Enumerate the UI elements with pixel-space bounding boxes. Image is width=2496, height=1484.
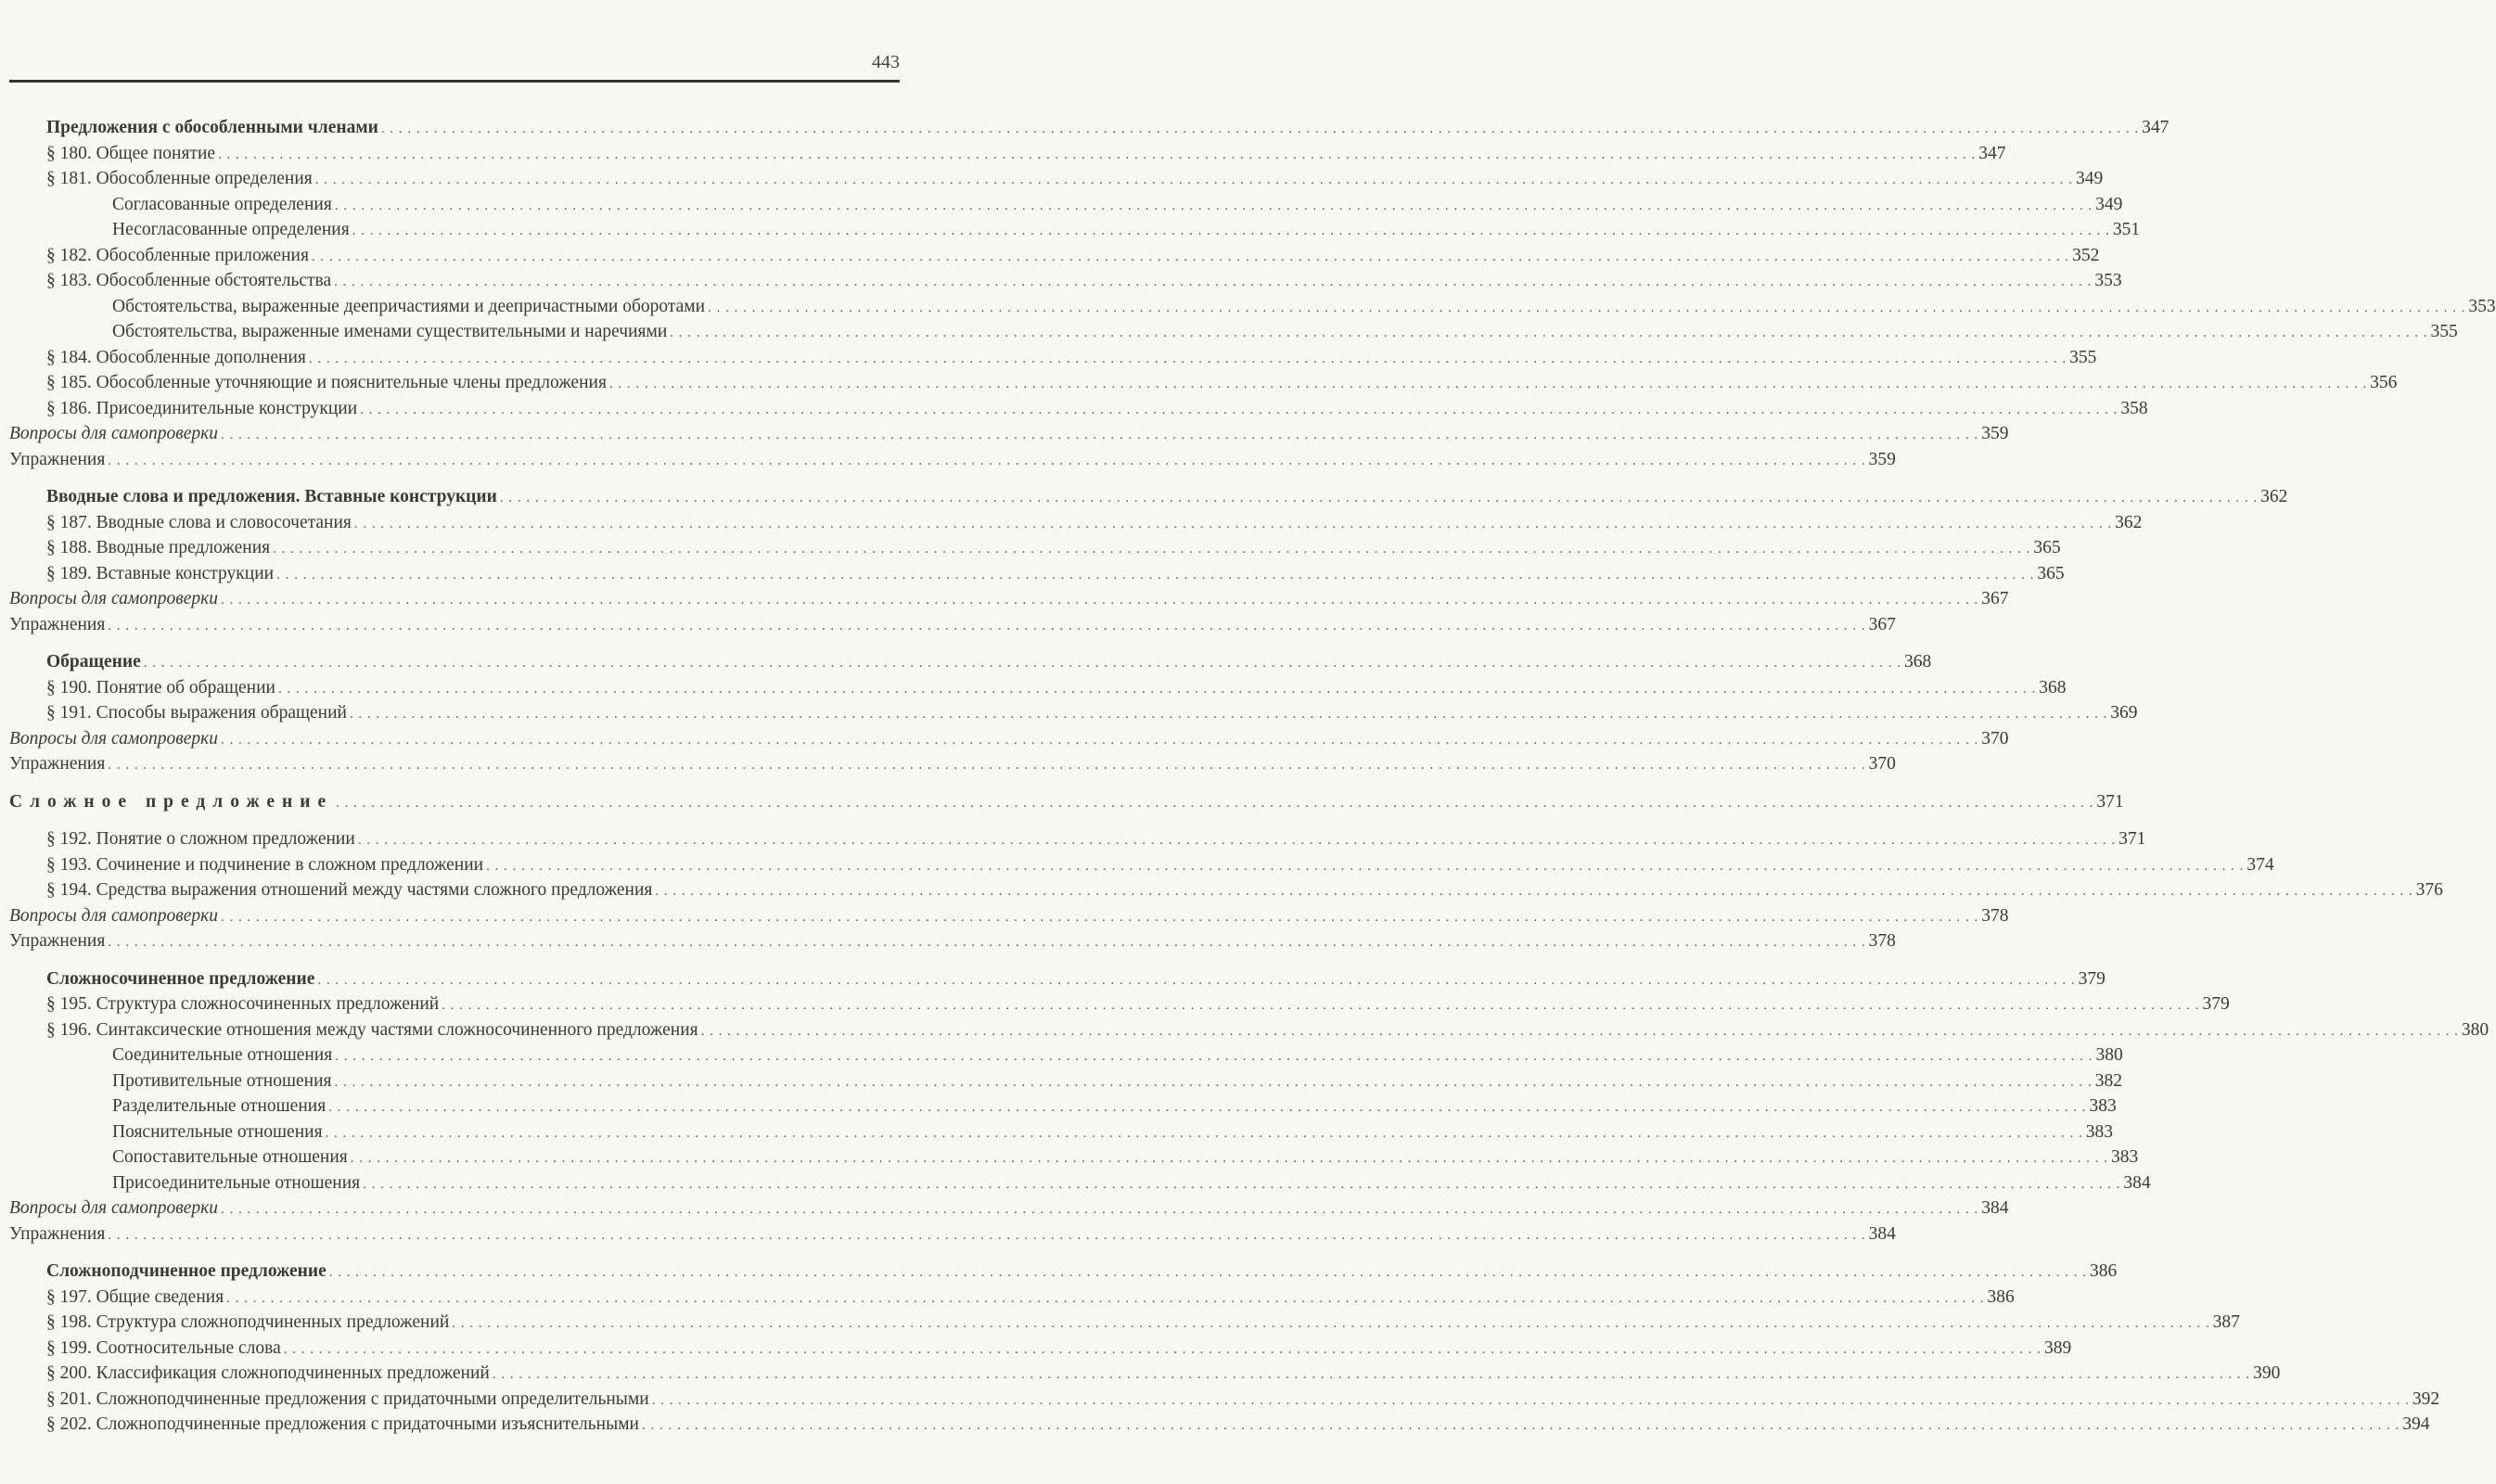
- header-rule: [9, 80, 900, 83]
- toc-entry[interactable]: [9, 421, 2009, 447]
- toc-entry-page: 368: [1904, 652, 1932, 672]
- toc-entry[interactable]: [9, 1068, 2123, 1094]
- toc-entry-title: Присоединительные отношения: [112, 1172, 361, 1193]
- toc-entry[interactable]: [9, 115, 2170, 141]
- dot-leader: . . . . . . . . . . . . . . . . . . . . . . . . . . . . . . . . . . . . . . . . . . . . . . . . . . . . . . . . . . . . . . . . . . . . . . . . . . . . . . . . . . . . . . . . . . . . . . . . . . . . . . . . . . . . . . . . . . . . . . . . . . . . . . . . . . . . . . . . . . . . . . . . . . . . . . . . . . . . . . . . . . . . . . . . . . . . . . . . . . . . . . . . . . . . . . . . . . . . . . . .: [226, 1290, 1985, 1306]
- toc-entry[interactable]: [9, 1361, 2281, 1387]
- toc-entry[interactable]: [9, 192, 2123, 218]
- toc-entry[interactable]: [9, 1310, 2240, 1336]
- toc-entry-title: Сопоставительные отношения: [112, 1147, 348, 1167]
- toc-entry-page: 376: [2415, 880, 2443, 900]
- toc-entry[interactable]: [9, 612, 1896, 638]
- dot-leader: . . . . . . . . . . . . . . . . . . . . . . . . . . . . . . . . . . . . . . . . . . . . . . . . . . . . . . . . . . . . . . . . . . . . . . . . . . . . . . . . . . . . . . . . . . . . . . . . . . . . . . . . . . . . . . . . . . . . . . . . . . . . . . . . . . . . . . . . . . . . . . . . . . . . . . . . . . . . . . . . . . . . . . . . . . . . . . . . . . . . . . . . . . . . . . . . . . . . . . . .: [308, 351, 2067, 366]
- toc-entry-page: 353: [2468, 296, 2496, 316]
- dot-leader: . . . . . . . . . . . . . . . . . . . . . . . . . . . . . . . . . . . . . . . . . . . . . . . . . . . . . . . . . . . . . . . . . . . . . . . . . . . . . . . . . . . . . . . . . . . . . . . . . . . . . . . . . . . . . . . . . . . . . . . . . . . . . . . . . . . . . . . . . . . . . . . . . . . . . . . . . . . . . . . . . . . . . . . . . . . . . . . . . . . . . . . . . . . . . . . . . . . . . . . .: [700, 1023, 2459, 1039]
- dot-leader: . . . . . . . . . . . . . . . . . . . . . . . . . . . . . . . . . . . . . . . . . . . . . . . . . . . . . . . . . . . . . . . . . . . . . . . . . . . . . . . . . . . . . . . . . . . . . . . . . . . . . . . . . . . . . . . . . . . . . . . . . . . . . . . . . . . . . . . . . . . . . . . . . . . . . . . . . . . . . . . . . . . . . . . . . . . . . . . . . . . . . . . . . . . . . . . . . . . . . . . .: [360, 402, 2118, 417]
- toc-entry-title: § 191. Способы выражения обращений: [46, 703, 347, 723]
- toc-entry-page: 369: [2110, 703, 2138, 723]
- toc-entry-title: § 194. Средства выражения отношений между частями сложного предложения: [46, 880, 653, 900]
- toc-entry-title: Вопросы для самопроверки: [9, 424, 219, 443]
- toc-entry-page: 382: [2094, 1070, 2123, 1091]
- toc-entry[interactable]: [9, 141, 2006, 167]
- dot-leader: . . . . . . . . . . . . . . . . . . . . . . . . . . . . . . . . . . . . . . . . . . . . . . . . . . . . . . . . . . . . . . . . . . . . . . . . . . . . . . . . . . . . . . . . . . . . . . . . . . . . . . . . . . . . . . . . . . . . . . . . . . . . . . . . . . . . . . . . . . . . . . . . . . . . . . . . . . . . . . . . . . . . . . . . . . . . . . . . . . . . . . . . . . . . . . . . . . . . . . . .: [221, 1202, 1979, 1217]
- toc-entry-title: Пояснительные отношения: [112, 1121, 323, 1142]
- dot-leader: . . . . . . . . . . . . . . . . . . . . . . . . . . . . . . . . . . . . . . . . . . . . . . . . . . . . . . . . . . . . . . . . . . . . . . . . . . . . . . . . . . . . . . . . . . . . . . . . . . . . . . . . . . . . . . . . . . . . . . . . . . . . . . . . . . . . . . . . . . . . . . . . . . . . . . . . . . . . . . . . . . . . . . . . . . . . . . . . . . . . . . . . . . . . . . . . . . . . . . . .: [108, 618, 1866, 633]
- toc-entry-title: Вопросы для самопроверки: [9, 1198, 219, 1218]
- toc-entry[interactable]: [9, 1043, 2123, 1068]
- dot-leader: . . . . . . . . . . . . . . . . . . . . . . . . . . . . . . . . . . . . . . . . . . . . . . . . . . . . . . . . . . . . . . . . . . . . . . . . . . . . . . . . . . . . . . . . . . . . . . . . . . . . . . . . . . . . . . . . . . . . . . . . . . . . . . . . . . . . . . . . . . . . . . . . . . . . . . . . . . . . . . . . . . . . . . . . . . . . . . . . . . . . . . . . . . . . . . . . . . . . . . . .: [108, 935, 1866, 950]
- toc-entry[interactable]: [9, 649, 1932, 675]
- toc-entry-page: 374: [2246, 854, 2274, 875]
- toc-entry-title: § 197. Общие сведения: [46, 1286, 224, 1307]
- toc-entry-page: 390: [2253, 1363, 2281, 1383]
- toc-entry-title: Упражнения: [9, 931, 106, 951]
- dot-leader: . . . . . . . . . . . . . . . . . . . . . . . . . . . . . . . . . . . . . . . . . . . . . . . . . . . . . . . . . . . . . . . . . . . . . . . . . . . . . . . . . . . . . . . . . . . . . . . . . . . . . . . . . . . . . . . . . . . . . . . . . . . . . . . . . . . . . . . . . . . . . . . . . . . . . . . . . . . . . . . . . . . . . . . . . . . . . . . . . . . . . . . . . . . . . . . . . . . . . . . .: [363, 1176, 2121, 1192]
- toc-entry-page: 368: [2039, 677, 2067, 697]
- toc-entry[interactable]: [9, 966, 2106, 992]
- toc-entry[interactable]: [9, 1145, 2139, 1171]
- toc-entry[interactable]: [9, 928, 1896, 954]
- toc-entry-title: § 183. Обособленные обстоятельства: [46, 271, 332, 290]
- toc-entry[interactable]: [9, 484, 2288, 510]
- toc-entry-page: 383: [2085, 1121, 2114, 1142]
- toc-entry-title: Соединительные отношения: [112, 1045, 333, 1065]
- toc-entry-page: 386: [2090, 1261, 2118, 1281]
- toc-entry[interactable]: [9, 217, 2141, 243]
- toc-entry[interactable]: [9, 1259, 2118, 1285]
- dot-leader: . . . . . . . . . . . . . . . . . . . . . . . . . . . . . . . . . . . . . . . . . . . . . . . . . . . . . . . . . . . . . . . . . . . . . . . . . . . . . . . . . . . . . . . . . . . . . . . . . . . . . . . . . . . . . . . . . . . . . . . . . . . . . . . . . . . . . . . . . . . . . . . . . . . . . . . . . . . . . . . . . . . . . . . . . . . . . . . . . . . . . . . . . . . . . . . . . . . . . . . .: [334, 275, 2093, 289]
- toc-entry[interactable]: [9, 166, 2104, 192]
- dot-leader: . . . . . . . . . . . . . . . . . . . . . . . . . . . . . . . . . . . . . . . . . . . . . . . . . . . . . . . . . . . . . . . . . . . . . . . . . . . . . . . . . . . . . . . . . . . . . . . . . . . . . . . . . . . . . . . . . . . . . . . . . . . . . . . . . . . . . . . . . . . . . . . . . . . . . . . . . . . . . . . . . . . . . . . . . . . . . . . . . . . . . . . . . . . . . . . . . . . . . . . .: [143, 656, 1902, 671]
- dot-leader: . . . . . . . . . . . . . . . . . . . . . . . . . . . . . . . . . . . . . . . . . . . . . . . . . . . . . . . . . . . . . . . . . . . . . . . . . . . . . . . . . . . . . . . . . . . . . . . . . . . . . . . . . . . . . . . . . . . . . . . . . . . . . . . . . . . . . . . . . . . . . . . . . . . . . . . . . . . . . . . . . . . . . . . . . . . . . . . . . . . . . . . . . . . . . . . . . . . . . . . .: [277, 681, 2037, 697]
- toc-entry[interactable]: [9, 675, 2067, 701]
- page-number: 443: [872, 52, 900, 72]
- toc-entry-title: § 186. Присоединительные конструкции: [46, 398, 358, 418]
- dot-leader: . . . . . . . . . . . . . . . . . . . . . . . . . . . . . . . . . . . . . . . . . . . . . . . . . . . . . . . . . . . . . . . . . . . . . . . . . . . . . . . . . . . . . . . . . . . . . . . . . . . . . . . . . . . . . . . . . . . . . . . . . . . . . . . . . . . . . . . . . . . . . . . . . . . . . . . . . . . . . . . . . . . . . . . . . . . . . . . . . . . . . . . . . . . . . . . . . . . . . . . .: [221, 593, 1979, 608]
- toc-entry-title: § 181. Обособленные определения: [46, 169, 313, 188]
- toc-entry-page: 352: [2072, 245, 2100, 265]
- toc-entry[interactable]: [9, 1196, 2009, 1222]
- dot-leader: . . . . . . . . . . . . . . . . . . . . . . . . . . . . . . . . . . . . . . . . . . . . . . . . . . . . . . . . . . . . . . . . . . . . . . . . . . . . . . . . . . . . . . . . . . . . . . . . . . . . . . . . . . . . . . . . . . . . . . . . . . . . . . . . . . . . . . . . . . . . . . . . . . . . . . . . . . . . . . . . . . . . . . . . . . . . . . . . . . . . . . . . . . . . . . . . . . . . . . . .: [328, 1265, 2088, 1280]
- dot-leader: . . . . . . . . . . . . . . . . . . . . . . . . . . . . . . . . . . . . . . . . . . . . . . . . . . . . . . . . . . . . . . . . . . . . . . . . . . . . . . . . . . . . . . . . . . . . . . . . . . . . . . . . . . . . . . . . . . . . . . . . . . . . . . . . . . . . . . . . . . . . . . . . . . . . . . . . . . . . . . . . . . . . . . . . . . . . . . . . . . . . . . . . . . . . . . . . . . . . . . . .: [273, 542, 2031, 556]
- toc-entry-title: Противительные отношения: [112, 1070, 332, 1091]
- dot-leader: . . . . . . . . . . . . . . . . . . . . . . . . . . . . . . . . . . . . . . . . . . . . . . . . . . . . . . . . . . . . . . . . . . . . . . . . . . . . . . . . . . . . . . . . . . . . . . . . . . . . . . . . . . . . . . . . . . . . . . . . . . . . . . . . . . . . . . . . . . . . . . . . . . . . . . . . . . . . . . . . . . . . . . . . . . . . . . . . . . . . . . . . . . . . . . . . . . . . . . . .: [276, 567, 2035, 582]
- dot-leader: . . . . . . . . . . . . . . . . . . . . . . . . . . . . . . . . . . . . . . . . . . . . . . . . . . . . . . . . . . . . . . . . . . . . . . . . . . . . . . . . . . . . . . . . . . . . . . . . . . . . . . . . . . . . . . . . . . . . . . . . . . . . . . . . . . . . . . . . . . . . . . . . . . . . . . . . . . . . . . . . . . . . . . . . . . . . . . . . . . . . . . . . . . . . . . . . . . . . . . . .: [352, 224, 2110, 238]
- toc-entry-page: 371: [2118, 829, 2146, 849]
- toc-entry-page: 347: [2142, 118, 2170, 137]
- toc-entry-title: § 190. Понятие об обращении: [46, 677, 275, 697]
- toc-entry-title: § 200. Классификация сложноподчиненных предложений: [46, 1363, 490, 1383]
- toc-entry[interactable]: [9, 903, 2009, 929]
- dot-leader: . . . . . . . . . . . . . . . . . . . . . . . . . . . . . . . . . . . . . . . . . . . . . . . . . . . . . . . . . . . . . . . . . . . . . . . . . . . . . . . . . . . . . . . . . . . . . . . . . . . . . . . . . . . . . . . . . . . . . . . . . . . . . . . . . . . . . . . . . . . . . . . . . . . . . . . . . . . . . . . . . . . . . . . . . . . . . . . . . . . . . . . . . . . . . . . . . . . . . . . .: [221, 428, 1979, 442]
- toc-entry-title: § 185. Обособленные уточняющие и пояснительные члены предложения: [46, 373, 607, 392]
- toc-entry[interactable]: [9, 586, 2009, 612]
- toc-entry-page: 362: [2260, 487, 2288, 506]
- toc-entry[interactable]: [9, 1171, 2151, 1196]
- toc-entry[interactable]: [9, 991, 2230, 1017]
- toc-entry-title: § 184. Обособленные дополнения: [46, 347, 306, 367]
- dot-leader: . . . . . . . . . . . . . . . . . . . . . . . . . . . . . . . . . . . . . . . . . . . . . . . . . . . . . . . . . . . . . . . . . . . . . . . . . . . . . . . . . . . . . . . . . . . . . . . . . . . . . . . . . . . . . . . . . . . . . . . . . . . . . . . . . . . . . . . . . . . . . . . . . . . . . . . . . . . . . . . . . . . . . . . . . . . . . . . . . . . . . . . . . . . . . . . . . . . . . . . .: [486, 858, 2245, 874]
- toc-entry[interactable]: [9, 268, 2122, 294]
- toc-entry-page: 365: [2033, 538, 2061, 557]
- dot-leader: . . . . . . . . . . . . . . . . . . . . . . . . . . . . . . . . . . . . . . . . . . . . . . . . . . . . . . . . . . . . . . . . . . . . . . . . . . . . . . . . . . . . . . . . . . . . . . . . . . . . . . . . . . . . . . . . . . . . . . . . . . . . . . . . . . . . . . . . . . . . . . . . . . . . . . . . . . . . . . . . . . . . . . . . . . . . . . . . . . . . . . . . . . . . . . . . . . . . . . . .: [314, 173, 2073, 187]
- toc-entry-page: 371: [2096, 791, 2124, 812]
- toc-entry-page: 389: [2044, 1337, 2072, 1358]
- toc-entry-page: 387: [2212, 1312, 2240, 1332]
- toc-entry-page: 355: [2069, 347, 2097, 367]
- toc-entry-title: § 192. Понятие о сложном предложении: [46, 829, 355, 849]
- toc-entry[interactable]: [9, 370, 2398, 396]
- toc-entry-title: Обстоятельства, выраженные деепричастиями и деепричастными оборотами: [112, 296, 706, 316]
- toc-entry-page: 386: [1987, 1286, 2015, 1307]
- toc-entry-title: Предложения с обособленными членами: [46, 118, 378, 137]
- toc-entry-title: Упражнения: [9, 449, 106, 469]
- toc-entry-page: 370: [1868, 754, 1896, 774]
- dot-leader: . . . . . . . . . . . . . . . . . . . . . . . . . . . . . . . . . . . . . . . . . . . . . . . . . . . . . . . . . . . . . . . . . . . . . . . . . . . . . . . . . . . . . . . . . . . . . . . . . . . . . . . . . . . . . . . . . . . . . . . . . . . . . . . . . . . . . . . . . . . . . . . . . . . . . . . . . . . . . . . . . . . . . . . . . . . . . . . . . . . . . . . . . . . . . . . . . . . . . . . .: [325, 1125, 2083, 1141]
- dot-leader: . . . . . . . . . . . . . . . . . . . . . . . . . . . . . . . . . . . . . . . . . . . . . . . . . . . . . . . . . . . . . . . . . . . . . . . . . . . . . . . . . . . . . . . . . . . . . . . . . . . . . . . . . . . . . . . . . . . . . . . . . . . . . . . . . . . . . . . . . . . . . . . . . . . . . . . . . . . . . . . . . . . . . . . . . . . . . . . . . . . . . . . . . . . . . . . . . . . . . . . .: [452, 1316, 2210, 1331]
- dot-leader: . . . . . . . . . . . . . . . . . . . . . . . . . . . . . . . . . . . . . . . . . . . . . . . . . . . . . . . . . . . . . . . . . . . . . . . . . . . . . . . . . . . . . . . . . . . . . . . . . . . . . . . . . . . . . . . . . . . . . . . . . . . . . . . . . . . . . . . . . . . . . . . . . . . . . . . . . . . . . . . . . . . . . . . . . . . . . . . . . . . . . . . . . . . . . . . . . . . . . . . .: [442, 998, 2200, 1013]
- toc-entry[interactable]: [9, 1119, 2114, 1145]
- toc-entry-title: § 180. Общее понятие: [46, 143, 216, 163]
- dot-leader: . . . . . . . . . . . . . . . . . . . . . . . . . . . . . . . . . . . . . . . . . . . . . . . . . . . . . . . . . . . . . . . . . . . . . . . . . . . . . . . . . . . . . . . . . . . . . . . . . . . . . . . . . . . . . . . . . . . . . . . . . . . . . . . . . . . . . . . . . . . . . . . . . . . . . . . . . . . . . . . . . . . . . . . . . . . . . . . . . . . . . . . . . . . . . . . . . . . . . . . .: [108, 453, 1866, 468]
- toc-entry-page: 384: [1981, 1198, 2009, 1218]
- toc-entry[interactable]: [9, 535, 2061, 561]
- toc-entry-page: 351: [2112, 220, 2141, 239]
- toc-entry-page: 379: [2078, 968, 2106, 989]
- toc-entry-title: § 182. Обособленные приложения: [46, 245, 309, 265]
- dot-leader: . . . . . . . . . . . . . . . . . . . . . . . . . . . . . . . . . . . . . . . . . . . . . . . . . . . . . . . . . . . . . . . . . . . . . . . . . . . . . . . . . . . . . . . . . . . . . . . . . . . . . . . . . . . . . . . . . . . . . . . . . . . . . . . . . . . . . . . . . . . . . . . . . . . . . . . . . . . . . . . . . . . . . . . . . . . . . . . . . . . . . . . . . . . . . . . . . . . . . . . .: [641, 1418, 2400, 1433]
- toc-entry-page: 347: [1978, 143, 2006, 163]
- toc-entry-title: § 202. Сложноподчиненные предложения с придаточными изъяснительными: [46, 1414, 639, 1434]
- toc-entry-page: 362: [2115, 512, 2143, 532]
- toc-entry-title: § 195. Структура сложносочиненных предложений: [46, 994, 440, 1014]
- toc-entry-title: § 201. Сложноподчиненные предложения с придаточными определительными: [46, 1388, 649, 1409]
- toc-entry-page: 349: [2095, 194, 2123, 214]
- toc-entry[interactable]: [9, 1285, 2015, 1311]
- toc-entry-page: 367: [1981, 589, 2009, 608]
- toc-entry-page: 356: [2370, 373, 2398, 392]
- dot-leader: . . . . . . . . . . . . . . . . . . . . . . . . . . . . . . . . . . . . . . . . . . . . . . . . . . . . . . . . . . . . . . . . . . . . . . . . . . . . . . . . . . . . . . . . . . . . . . . . . . . . . . . . . . . . . . . . . . . . . . . . . . . . . . . . . . . . . . . . . . . . . . . . . . . . . . . . . . . . . . . . . . . . . . . . . . . . . . . . . . . . . . . . . . . . . . . . . . . . . . . .: [283, 1341, 2042, 1357]
- toc-entry-title: Разделительные отношения: [112, 1096, 326, 1116]
- toc-entry[interactable]: [9, 396, 2148, 422]
- toc-entry-title: Упражнения: [9, 614, 106, 634]
- toc-entry-page: 380: [2461, 1019, 2490, 1040]
- toc-entry[interactable]: [9, 1336, 2072, 1362]
- dot-leader: . . . . . . . . . . . . . . . . . . . . . . . . . . . . . . . . . . . . . . . . . . . . . . . . . . . . . . . . . . . . . . . . . . . . . . . . . . . . . . . . . . . . . . . . . . . . . . . . . . . . . . . . . . . . . . . . . . . . . . . . . . . . . . . . . . . . . . . . . . . . . . . . . . . . . . . . . . . . . . . . . . . . . . . . . . . . . . . . . . . . . . . . . . . . . . . . . . . . . . . .: [311, 249, 2070, 264]
- dot-leader: . . . . . . . . . . . . . . . . . . . . . . . . . . . . . . . . . . . . . . . . . . . . . . . . . . . . . . . . . . . . . . . . . . . . . . . . . . . . . . . . . . . . . . . . . . . . . . . . . . . . . . . . . . . . . . . . . . . . . . . . . . . . . . . . . . . . . . . . . . . . . . . . . . . . . . . . . . . . . . . . . . . . . . . . . . . . . . . . . . . . . . . . . . . . . . . . . . . . . . . .: [499, 491, 2259, 505]
- toc-entry[interactable]: [9, 1094, 2117, 1119]
- dot-leader: . . . . . . . . . . . . . . . . . . . . . . . . . . . . . . . . . . . . . . . . . . . . . . . . . . . . . . . . . . . . . . . . . . . . . . . . . . . . . . . . . . . . . . . . . . . . . . . . . . . . . . . . . . . . . . . . . . . . . . . . . . . . . . . . . . . . . . . . . . . . . . . . . . . . . . . . . . . . . . . . . . . . . . . . . . . . . . . . . . . . . . . . . . . . . . . . . . . . . . . .: [380, 122, 2140, 136]
- toc-entry-page: 383: [2089, 1096, 2117, 1116]
- toc-entry-title: Согласованные определения: [112, 194, 332, 214]
- dot-leader: . . . . . . . . . . . . . . . . . . . . . . . . . . . . . . . . . . . . . . . . . . . . . . . . . . . . . . . . . . . . . . . . . . . . . . . . . . . . . . . . . . . . . . . . . . . . . . . . . . . . . . . . . . . . . . . . . . . . . . . . . . . . . . . . . . . . . . . . . . . . . . . . . . . . . . . . . . . . . . . . . . . . . . . . . . . . . . . . . . . . . . . . . . . . . . . . . . . . . . . .: [492, 1367, 2251, 1382]
- toc-entry-title: Сложносочиненное предложение: [46, 968, 315, 989]
- toc-entry-title: Сложное предложение: [9, 791, 334, 812]
- toc-entry-title: § 199. Соотносительные слова: [46, 1337, 281, 1358]
- dot-leader: . . . . . . . . . . . . . . . . . . . . . . . . . . . . . . . . . . . . . . . . . . . . . . . . . . . . . . . . . . . . . . . . . . . . . . . . . . . . . . . . . . . . . . . . . . . . . . . . . . . . . . . . . . . . . . . . . . . . . . . . . . . . . . . . . . . . . . . . . . . . . . . . . . . . . . . . . . . . . . . . . . . . . . . . . . . . . . . . . . . . . . . . . . . . . . . . . . . . . . . .: [218, 147, 1977, 162]
- toc-entry-page: 378: [1868, 931, 1896, 951]
- toc-entry-page: 349: [2075, 169, 2104, 188]
- toc-entry-page: 359: [1981, 424, 2009, 443]
- toc-entry-page: 359: [1868, 449, 1896, 469]
- toc-entry[interactable]: [9, 789, 2124, 815]
- dot-leader: . . . . . . . . . . . . . . . . . . . . . . . . . . . . . . . . . . . . . . . . . . . . . . . . . . . . . . . . . . . . . . . . . . . . . . . . . . . . . . . . . . . . . . . . . . . . . . . . . . . . . . . . . . . . . . . . . . . . . . . . . . . . . . . . . . . . . . . . . . . . . . . . . . . . . . . . . . . . . . . . . . . . . . . . . . . . . . . . . . . . . . . . . . . . . . . . . . . . . . . .: [353, 516, 2113, 531]
- toc-entry[interactable]: [9, 319, 2458, 345]
- toc-entry-title: Упражнения: [9, 1223, 106, 1244]
- toc-entry[interactable]: [9, 1387, 2440, 1413]
- toc-entry-page: 379: [2202, 994, 2230, 1014]
- toc-entry-title: Сложноподчиненное предложение: [46, 1261, 326, 1281]
- toc-entry[interactable]: [9, 243, 2100, 269]
- toc-entry-title: Упражнения: [9, 754, 106, 774]
- toc-entry-title: § 196. Синтаксические отношения между частями сложносочиненного предложения: [46, 1019, 698, 1040]
- toc-entry-page: 394: [2402, 1414, 2430, 1434]
- dot-leader: . . . . . . . . . . . . . . . . . . . . . . . . . . . . . . . . . . . . . . . . . . . . . . . . . . . . . . . . . . . . . . . . . . . . . . . . . . . . . . . . . . . . . . . . . . . . . . . . . . . . . . . . . . . . . . . . . . . . . . . . . . . . . . . . . . . . . . . . . . . . . . . . . . . . . . . . . . . . . . . . . . . . . . . . . . . . . . . . . . . . . . . . . . . . . . . . . . . . . . . .: [349, 707, 2108, 722]
- dot-leader: . . . . . . . . . . . . . . . . . . . . . . . . . . . . . . . . . . . . . . . . . . . . . . . . . . . . . . . . . . . . . . . . . . . . . . . . . . . . . . . . . . . . . . . . . . . . . . . . . . . . . . . . . . . . . . . . . . . . . . . . . . . . . . . . . . . . . . . . . . . . . . . . . . . . . . . . . . . . . . . . . . . . . . . . . . . . . . . . . . . . . . . . . . . . . . . . . . . . . . . .: [651, 1392, 2410, 1408]
- dot-leader: . . . . . . . . . . . . . . . . . . . . . . . . . . . . . . . . . . . . . . . . . . . . . . . . . . . . . . . . . . . . . . . . . . . . . . . . . . . . . . . . . . . . . . . . . . . . . . . . . . . . . . . . . . . . . . . . . . . . . . . . . . . . . . . . . . . . . . . . . . . . . . . . . . . . . . . . . . . . . . . . . . . . . . . . . . . . . . . . . . . . . . . . . . . . . . . . . . . . . . . .: [670, 326, 2428, 340]
- toc-entry[interactable]: [9, 447, 1896, 473]
- toc-entry[interactable]: [9, 561, 2065, 587]
- toc-entry[interactable]: [9, 510, 2143, 536]
- toc-entry-title: Обстоятельства, выраженные именами существительными и наречиями: [112, 322, 668, 341]
- toc-entry-title: Вопросы для самопроверки: [9, 905, 219, 926]
- toc-entry-title: § 198. Структура сложноподчиненных предложений: [46, 1312, 450, 1332]
- toc-entry-page: 370: [1981, 728, 2009, 748]
- dot-leader: . . . . . . . . . . . . . . . . . . . . . . . . . . . . . . . . . . . . . . . . . . . . . . . . . . . . . . . . . . . . . . . . . . . . . . . . . . . . . . . . . . . . . . . . . . . . . . . . . . . . . . . . . . . . . . . . . . . . . . . . . . . . . . . . . . . . . . . . . . . . . . . . . . . . . . . . . . . . . . . . . . . . . . . . . . . . . . . . . . . . . . . . . . . . . . . . . . . . . . . .: [334, 1074, 2093, 1090]
- toc-entry-page: 384: [2123, 1172, 2151, 1193]
- toc-entry-title: Несогласованные определения: [112, 220, 350, 239]
- toc-entry-page: 378: [1981, 905, 2009, 926]
- dot-leader: . . . . . . . . . . . . . . . . . . . . . . . . . . . . . . . . . . . . . . . . . . . . . . . . . . . . . . . . . . . . . . . . . . . . . . . . . . . . . . . . . . . . . . . . . . . . . . . . . . . . . . . . . . . . . . . . . . . . . . . . . . . . . . . . . . . . . . . . . . . . . . . . . . . . . . . . . . . . . . . . . . . . . . . . . . . . . . . . . . . . . . . . . . . . . . . . . . . . . . . .: [108, 1227, 1866, 1243]
- toc-entry[interactable]: [9, 345, 2097, 371]
- toc-entry[interactable]: [9, 726, 2009, 752]
- dot-leader: . . . . . . . . . . . . . . . . . . . . . . . . . . . . . . . . . . . . . . . . . . . . . . . . . . . . . . . . . . . . . . . . . . . . . . . . . . . . . . . . . . . . . . . . . . . . . . . . . . . . . . . . . . . . . . . . . . . . . . . . . . . . . . . . . . . . . . . . . . . . . . . . . . . . . . . . . . . . . . . . . . . . . . . . . . . . . . . . . . . . . . . . . . . . . . . . . . . . . . . .: [350, 1151, 2108, 1166]
- toc-entry[interactable]: [9, 294, 2496, 320]
- dot-leader: . . . . . . . . . . . . . . . . . . . . . . . . . . . . . . . . . . . . . . . . . . . . . . . . . . . . . . . . . . . . . . . . . . . . . . . . . . . . . . . . . . . . . . . . . . . . . . . . . . . . . . . . . . . . . . . . . . . . . . . . . . . . . . . . . . . . . . . . . . . . . . . . . . . . . . . . . . . . . . . . . . . . . . . . . . . . . . . . . . . . . . . . . . . . . . . . . . . . . . . .: [336, 795, 2094, 811]
- toc-entry-title: Вводные слова и предложения. Вставные конструкции: [46, 487, 497, 506]
- toc-entry-title: § 187. Вводные слова и словосочетания: [46, 512, 352, 532]
- toc-entry-page: 365: [2037, 563, 2065, 583]
- toc-entry[interactable]: [9, 1222, 1896, 1247]
- toc-entry[interactable]: [9, 1412, 2430, 1438]
- toc-entry[interactable]: [9, 1017, 2490, 1043]
- toc-entry-title: Вопросы для самопроверки: [9, 589, 219, 608]
- dot-leader: . . . . . . . . . . . . . . . . . . . . . . . . . . . . . . . . . . . . . . . . . . . . . . . . . . . . . . . . . . . . . . . . . . . . . . . . . . . . . . . . . . . . . . . . . . . . . . . . . . . . . . . . . . . . . . . . . . . . . . . . . . . . . . . . . . . . . . . . . . . . . . . . . . . . . . . . . . . . . . . . . . . . . . . . . . . . . . . . . . . . . . . . . . . . . . . . . . . . . . . .: [708, 300, 2466, 315]
- dot-leader: . . . . . . . . . . . . . . . . . . . . . . . . . . . . . . . . . . . . . . . . . . . . . . . . . . . . . . . . . . . . . . . . . . . . . . . . . . . . . . . . . . . . . . . . . . . . . . . . . . . . . . . . . . . . . . . . . . . . . . . . . . . . . . . . . . . . . . . . . . . . . . . . . . . . . . . . . . . . . . . . . . . . . . . . . . . . . . . . . . . . . . . . . . . . . . . . . . . . . . . .: [655, 884, 2413, 899]
- toc-entry[interactable]: [9, 877, 2443, 903]
- toc-entry-title: § 188. Вводные предложения: [46, 538, 271, 557]
- dot-leader: . . . . . . . . . . . . . . . . . . . . . . . . . . . . . . . . . . . . . . . . . . . . . . . . . . . . . . . . . . . . . . . . . . . . . . . . . . . . . . . . . . . . . . . . . . . . . . . . . . . . . . . . . . . . . . . . . . . . . . . . . . . . . . . . . . . . . . . . . . . . . . . . . . . . . . . . . . . . . . . . . . . . . . . . . . . . . . . . . . . . . . . . . . . . . . . . . . . . . . . .: [357, 833, 2117, 848]
- toc-entry-page: 367: [1868, 614, 1896, 634]
- toc-entry-title: § 189. Вставные конструкции: [46, 563, 275, 583]
- toc-entry[interactable]: [9, 751, 1896, 777]
- toc-entry-page: 355: [2430, 322, 2458, 341]
- toc-entry-page: 353: [2094, 271, 2122, 290]
- toc-entry-title: § 193. Сочинение и подчинение в сложном предложении: [46, 854, 484, 875]
- toc-entry-page: 392: [2412, 1388, 2440, 1409]
- toc-entry[interactable]: [9, 852, 2274, 878]
- dot-leader: . . . . . . . . . . . . . . . . . . . . . . . . . . . . . . . . . . . . . . . . . . . . . . . . . . . . . . . . . . . . . . . . . . . . . . . . . . . . . . . . . . . . . . . . . . . . . . . . . . . . . . . . . . . . . . . . . . . . . . . . . . . . . . . . . . . . . . . . . . . . . . . . . . . . . . . . . . . . . . . . . . . . . . . . . . . . . . . . . . . . . . . . . . . . . . . . . . . . . . . .: [335, 1049, 2093, 1064]
- dot-leader: . . . . . . . . . . . . . . . . . . . . . . . . . . . . . . . . . . . . . . . . . . . . . . . . . . . . . . . . . . . . . . . . . . . . . . . . . . . . . . . . . . . . . . . . . . . . . . . . . . . . . . . . . . . . . . . . . . . . . . . . . . . . . . . . . . . . . . . . . . . . . . . . . . . . . . . . . . . . . . . . . . . . . . . . . . . . . . . . . . . . . . . . . . . . . . . . . . . . . . . .: [334, 198, 2093, 213]
- toc-entry[interactable]: [9, 826, 2146, 852]
- dot-leader: . . . . . . . . . . . . . . . . . . . . . . . . . . . . . . . . . . . . . . . . . . . . . . . . . . . . . . . . . . . . . . . . . . . . . . . . . . . . . . . . . . . . . . . . . . . . . . . . . . . . . . . . . . . . . . . . . . . . . . . . . . . . . . . . . . . . . . . . . . . . . . . . . . . . . . . . . . . . . . . . . . . . . . . . . . . . . . . . . . . . . . . . . . . . . . . . . . . . . . . .: [221, 732, 1979, 748]
- toc-entry-title: Обращение: [46, 652, 141, 672]
- toc-entry-title: Вопросы для самопроверки: [9, 728, 219, 748]
- toc-entry-page: 384: [1868, 1223, 1896, 1244]
- dot-leader: . . . . . . . . . . . . . . . . . . . . . . . . . . . . . . . . . . . . . . . . . . . . . . . . . . . . . . . . . . . . . . . . . . . . . . . . . . . . . . . . . . . . . . . . . . . . . . . . . . . . . . . . . . . . . . . . . . . . . . . . . . . . . . . . . . . . . . . . . . . . . . . . . . . . . . . . . . . . . . . . . . . . . . . . . . . . . . . . . . . . . . . . . . . . . . . . . . . . . . . .: [328, 1100, 2087, 1115]
- dot-leader: . . . . . . . . . . . . . . . . . . . . . . . . . . . . . . . . . . . . . . . . . . . . . . . . . . . . . . . . . . . . . . . . . . . . . . . . . . . . . . . . . . . . . . . . . . . . . . . . . . . . . . . . . . . . . . . . . . . . . . . . . . . . . . . . . . . . . . . . . . . . . . . . . . . . . . . . . . . . . . . . . . . . . . . . . . . . . . . . . . . . . . . . . . . . . . . . . . . . . . . .: [317, 972, 2076, 988]
- toc-entry-page: 380: [2095, 1045, 2123, 1065]
- table-of-contents: [9, 115, 2496, 1438]
- dot-leader: . . . . . . . . . . . . . . . . . . . . . . . . . . . . . . . . . . . . . . . . . . . . . . . . . . . . . . . . . . . . . . . . . . . . . . . . . . . . . . . . . . . . . . . . . . . . . . . . . . . . . . . . . . . . . . . . . . . . . . . . . . . . . . . . . . . . . . . . . . . . . . . . . . . . . . . . . . . . . . . . . . . . . . . . . . . . . . . . . . . . . . . . . . . . . . . . . . . . . . . .: [221, 909, 1979, 925]
- toc-entry-page: 383: [2110, 1147, 2139, 1167]
- dot-leader: . . . . . . . . . . . . . . . . . . . . . . . . . . . . . . . . . . . . . . . . . . . . . . . . . . . . . . . . . . . . . . . . . . . . . . . . . . . . . . . . . . . . . . . . . . . . . . . . . . . . . . . . . . . . . . . . . . . . . . . . . . . . . . . . . . . . . . . . . . . . . . . . . . . . . . . . . . . . . . . . . . . . . . . . . . . . . . . . . . . . . . . . . . . . . . . . . . . . . . . .: [108, 758, 1866, 773]
- toc-entry-page: 358: [2120, 398, 2148, 418]
- toc-entry[interactable]: [9, 700, 2138, 726]
- dot-leader: . . . . . . . . . . . . . . . . . . . . . . . . . . . . . . . . . . . . . . . . . . . . . . . . . . . . . . . . . . . . . . . . . . . . . . . . . . . . . . . . . . . . . . . . . . . . . . . . . . . . . . . . . . . . . . . . . . . . . . . . . . . . . . . . . . . . . . . . . . . . . . . . . . . . . . . . . . . . . . . . . . . . . . . . . . . . . . . . . . . . . . . . . . . . . . . . . . . . . . . .: [608, 377, 2368, 391]
